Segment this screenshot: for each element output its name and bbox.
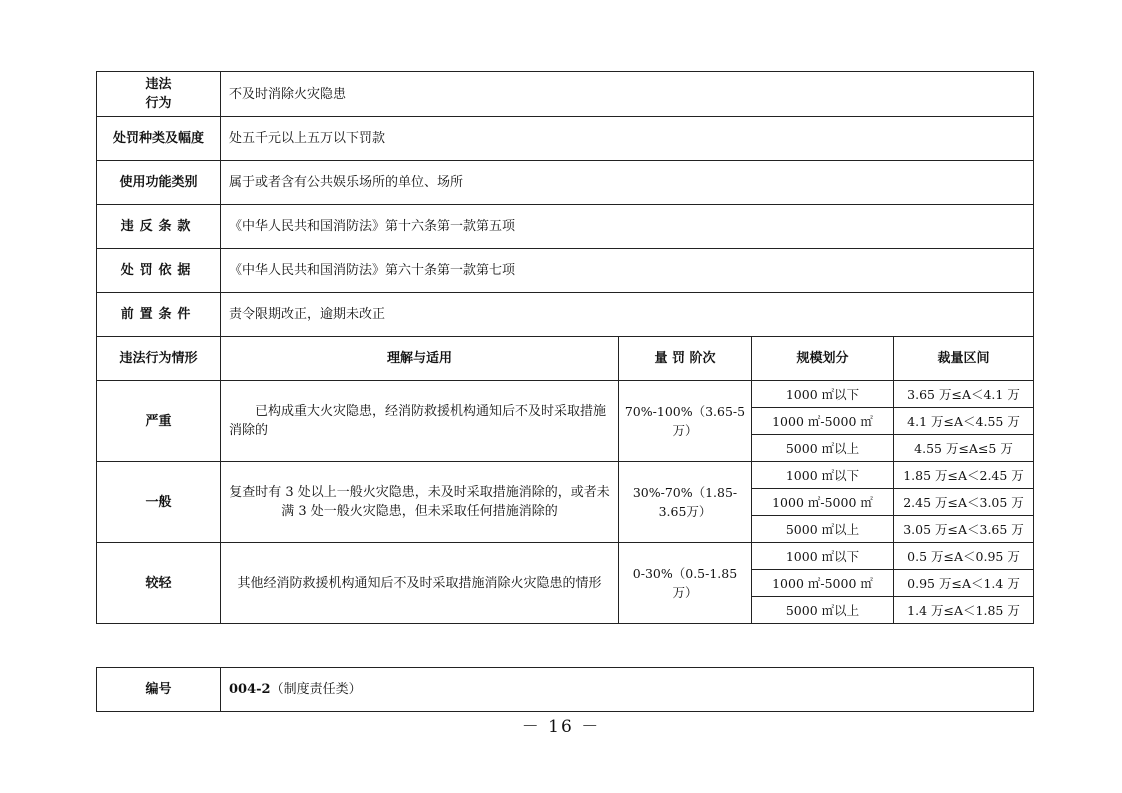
range-cell: 0.95 万≤A＜1.4 万 (894, 570, 1034, 597)
table-row (97, 205, 1034, 249)
penalty-basis-value: 《中华人民共和国消防法》第六十条第一款第七项 (221, 249, 1034, 293)
header-situation: 违法行为情形 (97, 337, 221, 381)
table-row (97, 381, 1034, 408)
table-row (97, 117, 1034, 161)
header-scale: 规模划分 (752, 337, 894, 381)
penalty-type-label: 处罚种类及幅度 (97, 117, 221, 161)
penalty-range-minor: 0-30%（0.5-1.85 万） (619, 543, 752, 624)
table-row (97, 668, 1034, 712)
table-row (97, 293, 1034, 337)
table-row (97, 72, 1034, 117)
range-cell: 3.05 万≤A＜3.65 万 (894, 516, 1034, 543)
table-row (97, 462, 1034, 489)
scale-cell: 5000 ㎡以上 (752, 435, 894, 462)
scale-cell: 1000 ㎡以下 (752, 462, 894, 489)
range-cell: 3.65 万≤A＜4.1 万 (894, 381, 1034, 408)
penalty-table (96, 71, 1034, 624)
table-row (97, 161, 1034, 205)
page-number: － 16 － (521, 717, 601, 737)
description-severe: 已构成重大火灾隐患，经消防救援机构通知后不及时采取措施消除的 (221, 381, 619, 462)
range-cell: 0.5 万≤A＜0.95 万 (894, 543, 1034, 570)
usage-category-label: 使用功能类别 (97, 161, 221, 205)
range-cell: 2.45 万≤A＜3.05 万 (894, 489, 1034, 516)
code-table (96, 667, 1034, 712)
penalty-range-severe: 70%-100%（3.65-5万） (619, 381, 752, 462)
violated-clause-label: 违反条款 (97, 205, 221, 249)
usage-category-value: 属于或者含有公共娱乐场所的单位、场所 (221, 161, 1034, 205)
code-number: 004-2 (229, 682, 271, 697)
range-cell: 4.1 万≤A＜4.55 万 (894, 408, 1034, 435)
header-range: 裁量区间 (894, 337, 1034, 381)
header-application: 理解与适用 (221, 337, 619, 381)
penalty-basis-label: 处罚依据 (97, 249, 221, 293)
range-cell: 1.4 万≤A＜1.85 万 (894, 597, 1034, 624)
header-row (97, 337, 1034, 381)
description-general: 复查时有 3 处以上一般火灾隐患，未及时采取措施消除的，或者未满 3 处一般火灾隐患，但未采取任何措施消除的 (221, 462, 619, 543)
scale-cell: 1000 ㎡-5000 ㎡ (752, 570, 894, 597)
code-category: （制度责任类） (270, 682, 362, 697)
penalty-range-general: 30%-70%（1.85-3.65万） (619, 462, 752, 543)
violation-value: 不及时消除火灾隐患 (221, 72, 1034, 117)
level-general: 一般 (97, 462, 221, 543)
violated-clause-value: 《中华人民共和国消防法》第十六条第一款第五项 (221, 205, 1034, 249)
level-minor: 较轻 (97, 543, 221, 624)
scale-cell: 5000 ㎡以上 (752, 597, 894, 624)
penalty-type-value: 处五千元以上五万以下罚款 (221, 117, 1034, 161)
level-severe: 严重 (97, 381, 221, 462)
table-row (97, 249, 1034, 293)
precondition-label: 前置条件 (97, 293, 221, 337)
description-minor: 其他经消防救援机构通知后不及时采取措施消除火灾隐患的情形 (221, 543, 619, 624)
scale-cell: 1000 ㎡以下 (752, 381, 894, 408)
precondition-value: 责令限期改正，逾期未改正 (221, 293, 1034, 337)
table-row (97, 543, 1034, 570)
scale-cell: 1000 ㎡-5000 ㎡ (752, 408, 894, 435)
scale-cell: 1000 ㎡-5000 ㎡ (752, 489, 894, 516)
range-cell: 1.85 万≤A＜2.45 万 (894, 462, 1034, 489)
range-cell: 4.55 万≤A≤5 万 (894, 435, 1034, 462)
header-penalty-level: 量 罚 阶次 (619, 337, 752, 381)
violation-label: 违法 行为 (97, 72, 221, 117)
code-value (221, 668, 1034, 712)
code-label: 编号 (97, 668, 221, 712)
scale-cell: 1000 ㎡以下 (752, 543, 894, 570)
scale-cell: 5000 ㎡以上 (752, 516, 894, 543)
